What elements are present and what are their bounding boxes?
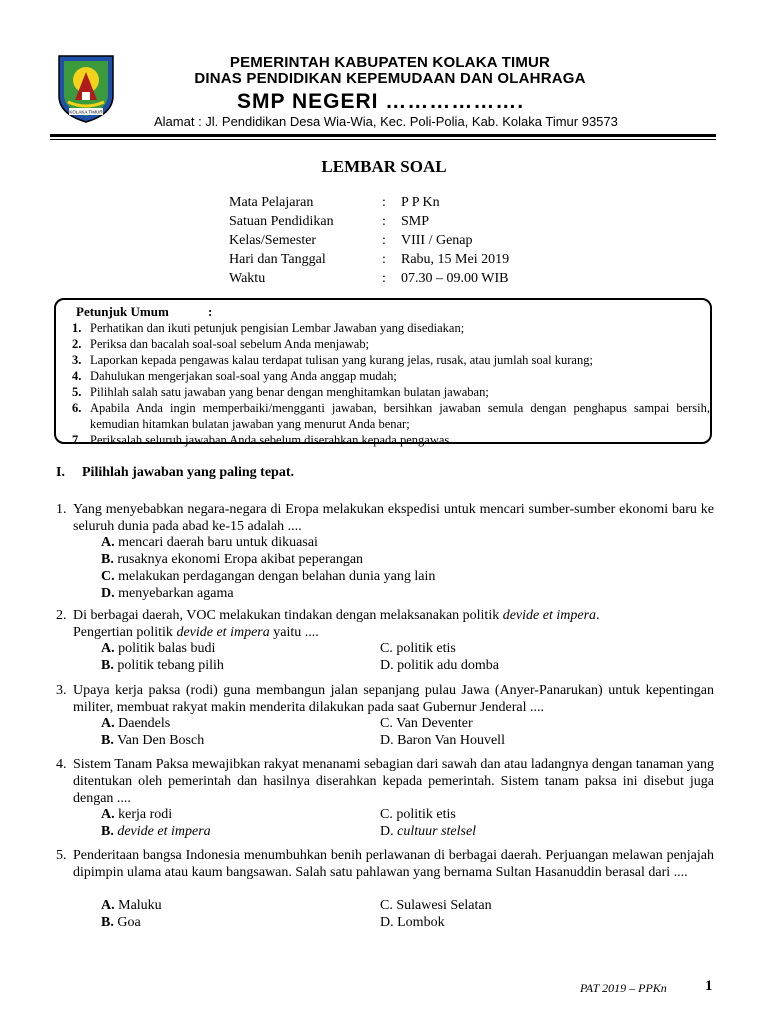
instruction-text: Periksa dan bacalah soal-soal sebelum Anda menjawab; [90,337,370,351]
section-number: I. [56,465,65,480]
instructions-box [54,298,712,447]
option[interactable]: B. rusaknya ekonomi Eropa akibat peperangan [101,552,364,567]
instructions-title-text: Petunjuk Umum [76,304,169,319]
instruction-text: Perhatikan dan ikuti petunjuk pengisian Lembar Jawaban yang disediakan; [90,321,465,335]
instruction-text: Apabila Anda ingin memperbaiki/mengganti jawaban, bersihkan jawaban semula dengan penghapus sampai bersih, kemudian hitamkan bulatan jawaban yang menurut Anda benar; [90,401,710,431]
option[interactable]: C. Sulawesi Selatan [380,898,492,913]
instruction-number: 6. [72,401,82,415]
instruction-number: 7. [72,433,82,447]
option[interactable]: A. mencari daerah baru untuk dikuasai [101,535,318,550]
option[interactable]: B. devide et impera [101,824,211,839]
section-text: Pilihlah jawaban yang paling tepat. [82,465,294,480]
instruction-text: Periksalah seluruh jawaban Anda sebelum diserahkan kepada pengawas. [90,433,453,447]
question-text: Penderitaan bangsa Indonesia menumbuhkan benih perlawanan di berbagai daerah. Perjuangan melawan penjajah dipimpin ulama atau kaum bangsawan. Salah satu pahlawan yang bernama Sultan Hasanuddin berasal dari .... [73,848,714,880]
info-row-time [229,271,549,290]
question-text: Sistem Tanam Paksa mewajibkan rakyat menanami sebagian dari sawah dan atau ladangnya dengan tanaman yang ditentukan oleh pemerintah dan hasilnya diserahkan kepada pemerintah. Sistem tanam paksa ini disebut juga dengan .... [73,757,714,806]
info-value: VIII / Genap [401,233,473,248]
instructions-title [76,304,213,320]
option[interactable]: C. melakukan perdagangan dengan belahan dunia yang lain [101,569,436,584]
question-text: Yang menyebabkan negara-negara di Eropa melakukan ekspedisi untuk mencari sumber-sumber ekonomi baru ke seluruh dunia pada abad ke-15 adalah .... [73,502,714,534]
header-school-name: SMP NEGERI ………………. [237,90,525,113]
option[interactable]: B. politik tebang pilih [101,658,224,673]
option[interactable]: D. cultuur stelsel [380,824,477,839]
info-label: Satuan Pendidikan [229,214,334,229]
instruction-text: Dahulukan mengerjakan soal-soal yang Anda anggap mudah; [90,369,397,383]
option[interactable]: D. menyebarkan agama [101,586,234,601]
instruction-number: 1. [72,321,82,335]
option[interactable]: D. politik adu domba [380,658,500,673]
question-number: 5. [56,848,67,863]
svg-text:KOLAKA TIMUR: KOLAKA TIMUR [69,109,103,115]
question-number: 2. [56,608,67,623]
option[interactable]: A. kerja rodi [101,807,173,822]
option[interactable]: B. Van Den Bosch [101,733,205,748]
option[interactable]: D. Baron Van Houvell [380,733,505,748]
instruction-number: 5. [72,385,82,399]
option[interactable]: C. politik etis [380,807,456,822]
info-label: Waktu [229,271,266,286]
footer-label: PAT 2019 – PPKn [580,981,667,995]
exam-info [229,195,549,290]
option[interactable]: D. Lombok [380,915,445,930]
instruction-text: Pilihlah salah satu jawaban yang benar dengan menghitamkan bulatan jawaban; [90,385,489,399]
page-number: 1 [705,978,713,994]
instruction-number: 4. [72,369,82,383]
option[interactable]: A. politik balas budi [101,641,216,656]
header-department: DINAS PENDIDIKAN KEPEMUDAAN DAN OLAHRAGA [194,70,586,87]
question-text: Upaya kerja paksa (rodi) guna membangun jalan sepanjang pulau Jawa (Anyer-Panarukan) untuk kepentingan militer, membuat rakyat makin menderita dilakukan pada saat Gubernur Jenderal .... [73,683,714,715]
option[interactable]: A. Maluku [101,898,162,913]
header-address: Alamat : Jl. Pendidikan Desa Wia-Wia, Kec. Poli-Polia, Kab. Kolaka Timur 93573 [154,114,618,129]
document-title: LEMBAR SOAL [321,157,447,176]
option[interactable]: C. politik etis [380,641,456,656]
question-number: 3. [56,683,67,698]
info-colon: : [382,214,386,229]
instruction-number: 3. [72,353,82,367]
header-divider-thick [50,134,716,137]
info-row-subject [229,195,549,214]
info-row-date [229,252,549,271]
info-label: Hari dan Tanggal [229,252,326,267]
option[interactable]: C. Van Deventer [380,716,473,731]
instructions-title-colon: : [208,304,213,319]
info-colon: : [382,252,386,267]
instruction-text: Laporkan kepada pengawas kalau terdapat tulisan yang kurang jelas, rusak, atau jumlah soal kurang; [90,353,593,367]
info-value: P P Kn [401,195,440,210]
instruction-number: 2. [72,337,82,351]
question-number: 4. [56,757,67,772]
option[interactable]: B. Goa [101,915,141,930]
info-label: Mata Pelajaran [229,195,314,210]
info-value: SMP [401,214,430,229]
info-row-class [229,233,549,252]
info-label: Kelas/Semester [229,233,317,248]
info-colon: : [382,233,386,248]
info-value: 07.30 – 09.00 WIB [401,271,509,286]
regency-logo [55,52,117,124]
option[interactable]: A. Daendels [101,716,171,731]
question-number: 1. [56,502,67,517]
header-government: PEMERINTAH KABUPATEN KOLAKA TIMUR [229,54,551,71]
info-value: Rabu, 15 Mei 2019 [401,252,510,267]
question-text: Di berbagai daerah, VOC melakukan tindakan dengan melaksanakan politik devide et impera. Pengertian politik devide et impera yaitu .... [73,608,600,640]
info-colon: : [382,195,386,210]
info-row-unit [229,214,549,233]
header-divider-thin [50,139,716,140]
info-colon: : [382,271,386,286]
